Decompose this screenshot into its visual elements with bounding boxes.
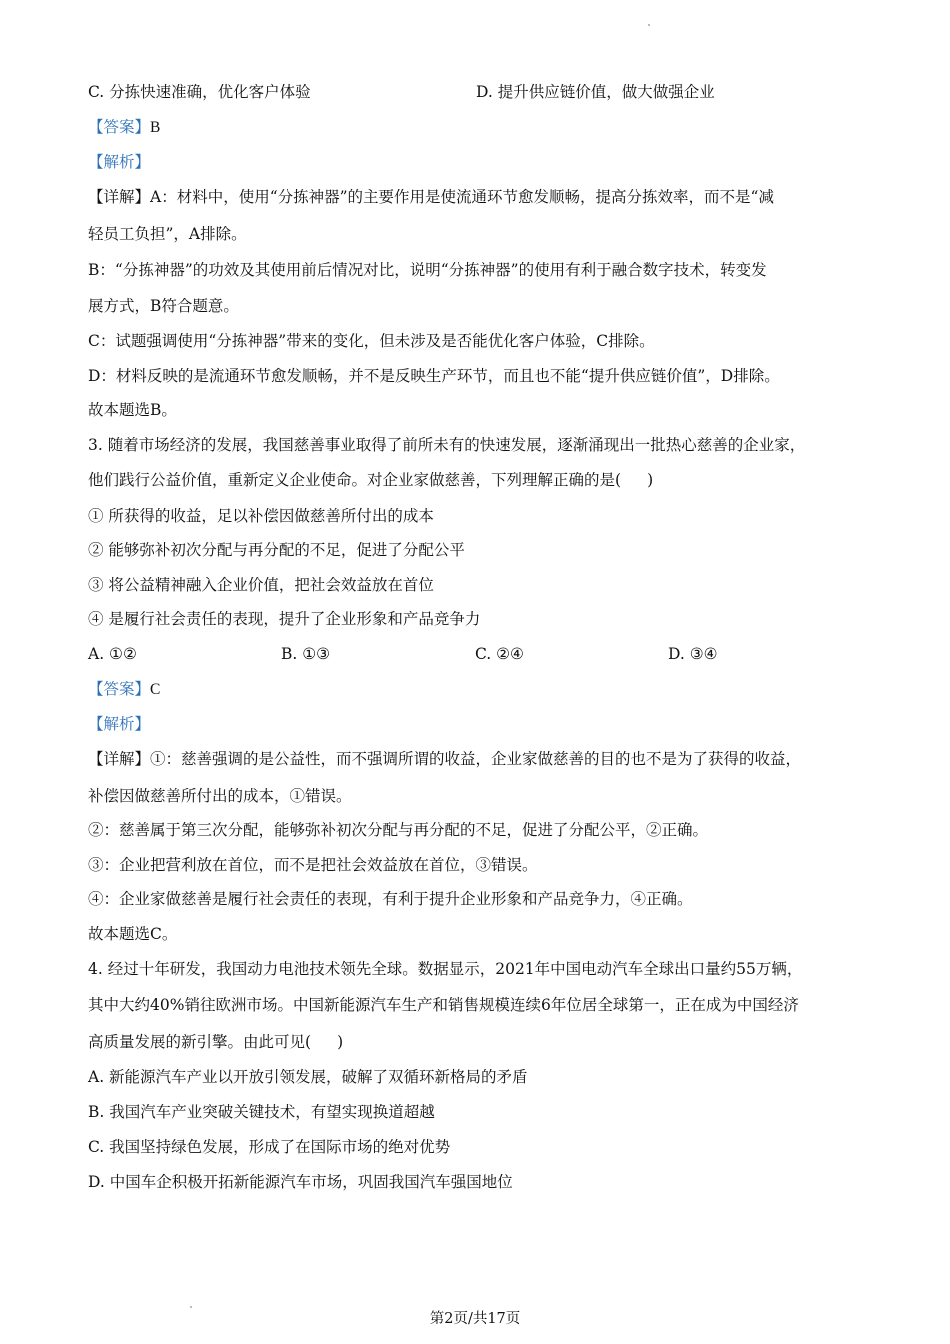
q4-option-a: A. 新能源汽车产业以开放引领发展，破解了双循环新格局的矛盾 xyxy=(88,1068,528,1086)
q3-detail-3: ③：企业把营利放在首位，而不是把社会效益放在首位，③错误。 xyxy=(88,856,538,874)
q3-conclusion: 故本题选C。 xyxy=(88,925,178,943)
q3-option-a: A. ①② xyxy=(88,645,137,663)
q2-conclusion: 故本题选B。 xyxy=(88,401,177,419)
q2-option-d: D. 提升供应链价值，做大做强企业 xyxy=(476,83,715,101)
q3-analysis-tag: 【解析】 xyxy=(88,715,151,733)
q2-detail-a-line1 xyxy=(88,187,774,207)
answer-value: C xyxy=(150,681,161,698)
q4-stem-line1: 4. 经过十年研发，我国动力电池技术领先全球。数据显示，2021年中国电动汽车全球出口量约55万辆， xyxy=(88,960,803,978)
q3-detail-4: ④：企业家做慈善是履行社会责任的表现，有利于提升企业形象和产品竞争力，④正确。 xyxy=(88,890,693,908)
q2-answer xyxy=(88,117,160,138)
scan-dot xyxy=(648,24,650,26)
stem-text: 他们践行公益价值，重新定义企业使命。对企业家做慈善，下列理解正确的是( xyxy=(88,471,622,489)
q2-detail-c: C：试题强调使用“分拣神器”带来的变化，但未涉及是否能优化客户体验，C排除。 xyxy=(88,332,655,350)
q3-answer xyxy=(88,679,160,700)
detail-tag: 【详解】 xyxy=(88,750,151,768)
q2-detail-a-line2: 轻员工负担”，A排除。 xyxy=(88,225,247,243)
q3-item-3: ③ 将公益精神融入企业价值，把社会效益放在首位 xyxy=(88,576,434,594)
page-footer: 第2页/共17页 xyxy=(429,1311,521,1327)
stem-close: ) xyxy=(647,471,654,489)
answer-tag: 【答案】 xyxy=(88,118,151,136)
detail-tag: 【详解】 xyxy=(88,188,151,206)
detail-text: ①：慈善强调的是公益性，而不强调所谓的收益，企业家做慈善的目的也不是为了获得的收益， xyxy=(150,750,802,768)
q3-item-2: ② 能够弥补初次分配与再分配的不足，促进了分配公平 xyxy=(88,541,465,559)
q4-stem-line2: 其中大约40%销往欧洲市场。中国新能源汽车生产和销售规模连续6年位居全球第一，正在成为中国经济 xyxy=(88,996,799,1014)
q3-option-c: C. ②④ xyxy=(475,645,524,663)
q3-detail-1-line1 xyxy=(88,749,801,769)
q4-option-d: D. 中国车企积极开拓新能源汽车市场，巩固我国汽车强国地位 xyxy=(88,1173,513,1191)
q3-option-b: B. ①③ xyxy=(281,645,331,663)
stem-text: 高质量发展的新引擎。由此可见( xyxy=(88,1033,312,1051)
q2-analysis-tag: 【解析】 xyxy=(88,153,151,171)
q3-option-d: D. ③④ xyxy=(668,645,718,663)
q3-detail-1-line2: 补偿因做慈善所付出的成本，①错误。 xyxy=(88,787,352,805)
q4-option-b: B. 我国汽车产业突破关键技术，有望实现换道超越 xyxy=(88,1103,435,1121)
answer-value: B xyxy=(150,119,161,136)
q3-item-4: ④ 是履行社会责任的表现，提升了企业形象和产品竞争力 xyxy=(88,610,481,628)
q3-detail-2: ②：慈善属于第三次分配，能够弥补初次分配与再分配的不足，促进了分配公平，②正确。 xyxy=(88,821,709,839)
q3-stem-line2 xyxy=(88,470,653,490)
q2-detail-d: D：材料反映的是流通环节愈发顺畅，并不是反映生产环节，而且也不能“提升供应链价值”，D排除。 xyxy=(88,367,780,385)
q2-detail-b-line1: B：“分拣神器”的功效及其使用前后情况对比，说明“分拣神器”的使用有利于融合数字技术，转变发 xyxy=(88,261,767,279)
answer-tag: 【答案】 xyxy=(88,680,151,698)
q3-stem-line1: 3. 随着市场经济的发展，我国慈善事业取得了前所未有的快速发展，逐渐涌现出一批热心慈善的企业家， xyxy=(88,436,806,454)
q4-option-c: C. 我国坚持绿色发展，形成了在国际市场的绝对优势 xyxy=(88,1138,451,1156)
detail-text: A：材料中，使用“分拣神器”的主要作用是使流通环节愈发顺畅，提高分拣效率，而不是“减 xyxy=(150,188,774,206)
q4-stem-line3 xyxy=(88,1032,343,1052)
q3-item-1: ① 所获得的收益，足以补偿因做慈善所付出的成本 xyxy=(88,507,434,525)
q2-detail-b-line2: 展方式，B符合题意。 xyxy=(88,297,239,315)
q2-option-c: C. 分拣快速准确，优化客户体验 xyxy=(88,83,311,101)
stem-close: ) xyxy=(337,1033,344,1051)
